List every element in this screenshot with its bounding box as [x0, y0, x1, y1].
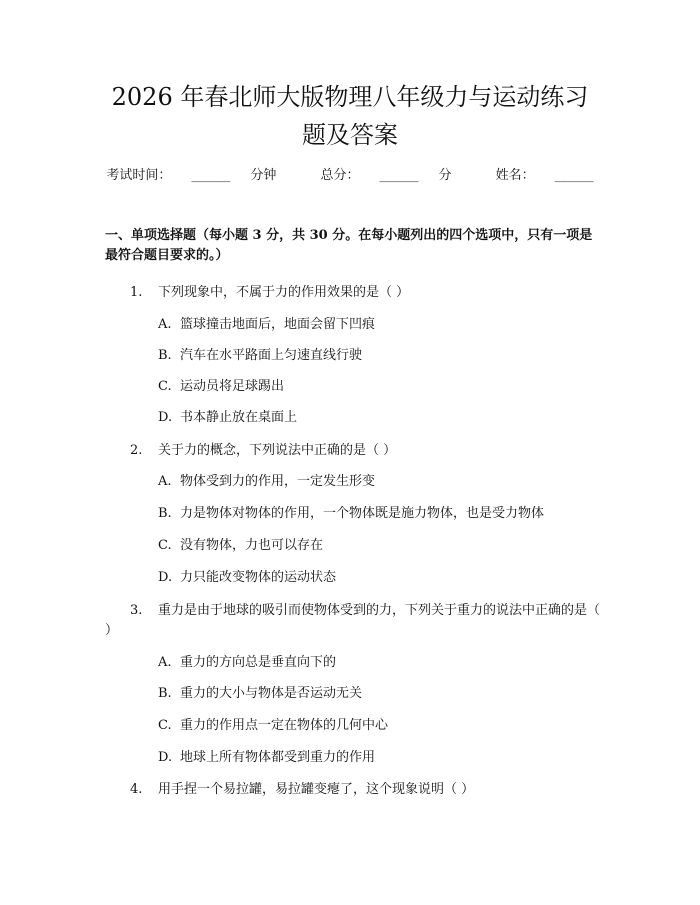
exam-time-field: 考试时间： ______ 分钟 — [96, 166, 286, 186]
question-3-option-c: C. 重力的作用点一定在物体的几何中心 — [158, 718, 389, 733]
question-1-stem: 1. 下列现象中，不属于力的作用效果的是（ ） — [130, 285, 410, 300]
question-1-option-b: B. 汽车在水平路面上匀速直线行驶 — [158, 348, 363, 363]
question-2-option-a: A. 物体受到力的作用，一定发生形变 — [158, 474, 376, 489]
question-2-option-b: B. 力是物体对物体的作用，一个物体既是施力物体，也是受力物体 — [158, 506, 545, 521]
question-2-option-d: D. 力只能改变物体的运动状态 — [158, 570, 337, 585]
total-score-blank: ______ — [379, 168, 419, 183]
exam-meta — [0, 166, 700, 186]
question-4-stem: 4. 用手捏一个易拉罐，易拉罐变瘪了，这个现象说明（ ） — [130, 782, 475, 797]
question-3-option-d: D. 地球上所有物体都受到重力的作用 — [158, 750, 376, 765]
question-2-option-c: C. 没有物体，力也可以存在 — [158, 538, 324, 553]
section-1-header: 一、单项选择题（每小题 3 分，共 30 分。在每小题列出的四个选项中，只有一项是最符合题目要求的。） — [105, 228, 593, 263]
title-line-2: 题及答案 — [302, 121, 398, 149]
name-blank: ______ — [554, 168, 594, 183]
document-title — [95, 78, 605, 154]
question-1-option-a: A. 篮球撞击地面后，地面会留下凹痕 — [158, 317, 376, 332]
question-3-option-b: B. 重力的大小与物体是否运动无关 — [158, 686, 363, 701]
question-1-option-c: C. 运动员将足球踢出 — [158, 379, 285, 394]
question-3-stem: 3. 重力是由于地球的吸引而使物体受到的力，下列关于重力的说法中正确的是（ ） — [105, 603, 601, 638]
question-2-stem: 2. 关于力的概念，下列说法中正确的是（ ） — [130, 443, 397, 458]
title-line-1: 2026 年春北师大版物理八年级力与运动练习 — [111, 83, 589, 111]
name-field: 姓名： ______ — [486, 166, 604, 186]
total-score-field: 总分： ______ 分 — [310, 166, 461, 186]
exam-time-blank: ______ — [191, 168, 231, 183]
question-1-option-d: D. 书本静止放在桌面上 — [158, 410, 298, 425]
question-3-option-a: A. 重力的方向总是垂直向下的 — [158, 655, 337, 670]
